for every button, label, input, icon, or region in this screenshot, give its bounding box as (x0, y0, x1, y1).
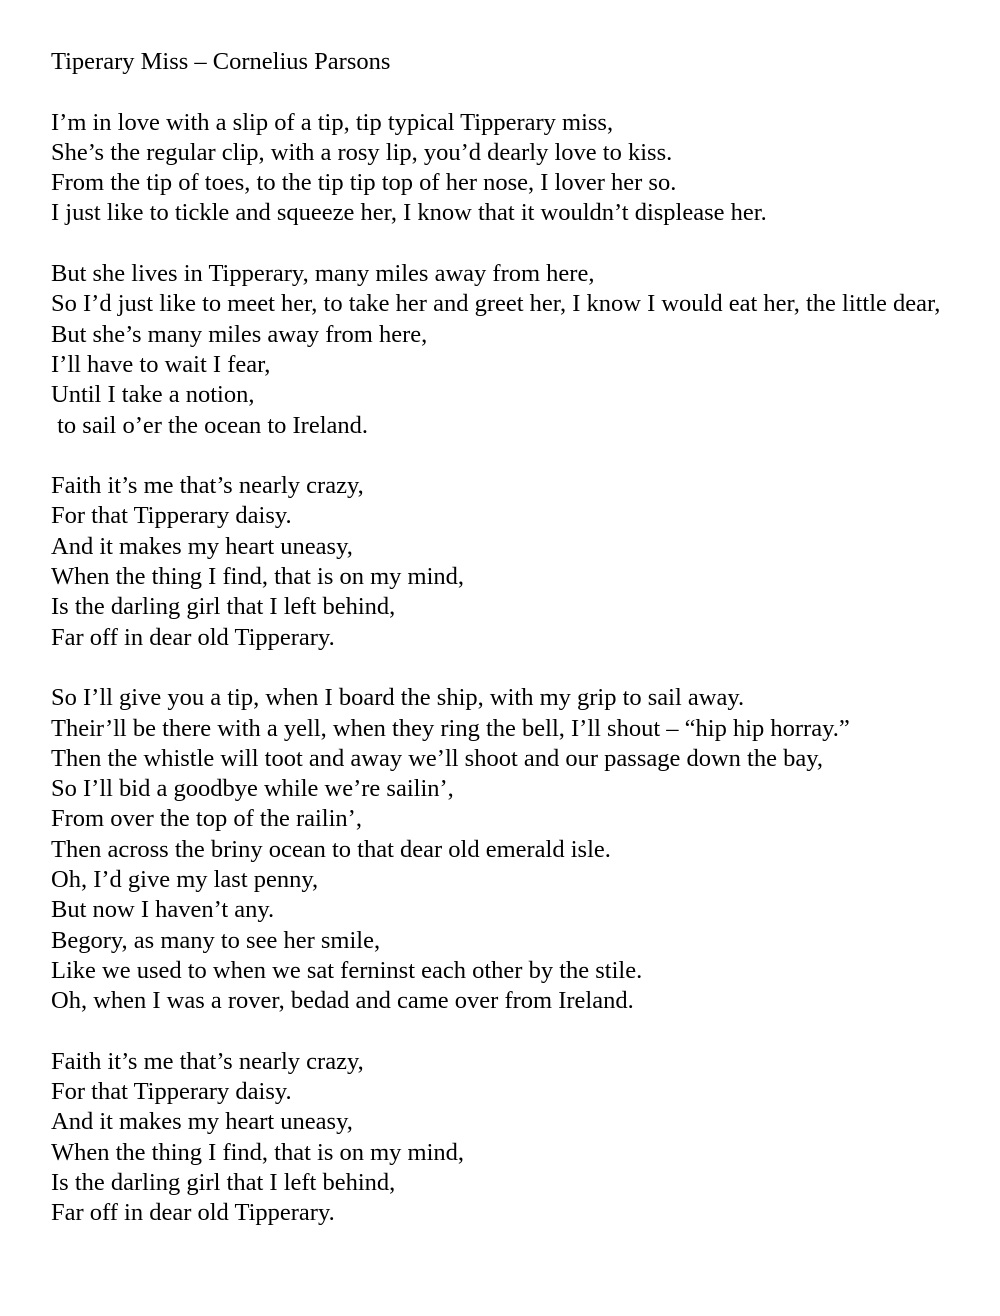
lyric-line: Far off in dear old Tipperary. (51, 623, 335, 651)
lyric-line: But she’s many miles away from here, (51, 320, 428, 348)
lyric-line: So I’ll bid a goodbye while we’re sailin’, (51, 775, 454, 803)
lyric-line: Faith it’s me that’s nearly crazy, (51, 1047, 364, 1075)
stanza-4 (51, 683, 981, 1016)
lyric-line: From over the top of the railin’, (51, 805, 362, 833)
lyric-line: So I’d just like to meet her, to take her and greet her, I know I would eat her, the little dear, (51, 290, 941, 318)
song-title: Tiperary Miss – Cornelius Parsons (51, 48, 391, 75)
lyric-line: She’s the regular clip, with a rosy lip, you’d dearly love to kiss. (51, 138, 673, 166)
lyric-line: But now I haven’t any. (51, 896, 275, 924)
lyric-line: And it makes my heart uneasy, (51, 1108, 353, 1136)
stanza-3-chorus (51, 471, 981, 653)
lyric-line: For that Tipperary daisy. (51, 1078, 292, 1106)
lyric-line: I’ll have to wait I fear, (51, 350, 271, 378)
lyric-line: Then across the briny ocean to that dear old emerald isle. (51, 835, 611, 863)
stanza-1 (51, 108, 981, 229)
stanza-5-chorus (51, 1047, 981, 1229)
lyric-line: Until I take a notion, (51, 381, 255, 409)
stanza-2 (51, 259, 981, 441)
lyric-line: Oh, when I was a rover, bedad and came over from Ireland. (51, 987, 634, 1015)
document-body (51, 47, 981, 1259)
lyric-line: I just like to tickle and squeeze her, I know that it wouldn’t displease her. (51, 199, 767, 227)
lyric-line: to sail o’er the ocean to Ireland. (51, 411, 369, 439)
lyric-line: Oh, I’d give my last penny, (51, 866, 319, 894)
lyric-line: Is the darling girl that I left behind, (51, 593, 396, 621)
lyric-line: Is the darling girl that I left behind, (51, 1168, 396, 1196)
lyric-line: For that Tipperary daisy. (51, 502, 292, 530)
lyric-line: I’m in love with a slip of a tip, tip typical Tipperary miss, (51, 108, 614, 136)
lyric-line: When the thing I find, that is on my mind, (51, 1138, 465, 1166)
lyric-line: Their’ll be there with a yell, when they ring the bell, I’ll shout – “hip hip horray.” (51, 714, 850, 742)
lyric-line: So I’ll give you a tip, when I board the ship, with my grip to sail away. (51, 684, 745, 712)
lyric-line: But she lives in Tipperary, many miles away from here, (51, 260, 595, 288)
lyric-line: From the tip of toes, to the tip tip top of her nose, I lover her so. (51, 169, 677, 197)
lyric-line: Begory, as many to see her smile, (51, 926, 381, 954)
lyric-line: Like we used to when we sat ferninst each other by the stile. (51, 956, 643, 984)
lyric-line: When the thing I find, that is on my mind, (51, 563, 465, 591)
lyric-line: Then the whistle will toot and away we’ll shoot and our passage down the bay, (51, 744, 824, 772)
lyric-line: And it makes my heart uneasy, (51, 532, 353, 560)
lyric-line: Faith it’s me that’s nearly crazy, (51, 472, 364, 500)
lyric-line: Far off in dear old Tipperary. (51, 1199, 335, 1227)
